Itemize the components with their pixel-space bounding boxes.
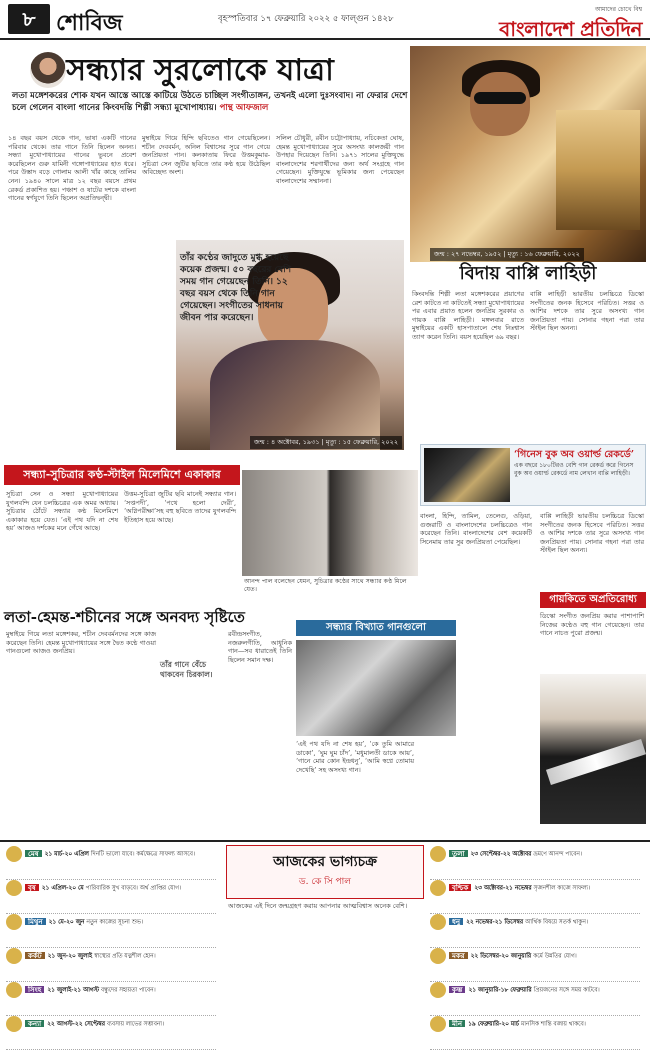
horoscope-sign-10 [430, 982, 640, 1016]
sign-date-range: ২১ জানুয়ারি-১৮ ফেব্রুয়ারি [468, 987, 534, 994]
sandhya-photo-caption: জন্ম : ৪ অক্টোবর, ১৯৩১ | মৃত্যু : ১৫ ফেব্রুয়ারি, ২০২২ [250, 436, 402, 449]
suchitra-headline: সন্ধ্যা-সুচিত্রার কণ্ঠ-স্টাইল মিলেমিশে একাকার [4, 465, 240, 485]
horoscope-sign-3 [6, 948, 216, 982]
byline: পান্থ আফজাল [219, 103, 269, 113]
sign-name: কুম্ভ [449, 986, 465, 993]
sign-name: মেষ [25, 850, 42, 857]
dateline: বৃহস্পতিবার ১৭ ফেব্রুয়ারি ২০২২ ৫ ফাল্গুন ১৪২৮ [218, 14, 394, 24]
sign-name: মকর [449, 952, 468, 959]
horoscope-right-column [430, 846, 644, 1050]
page-number: ৮ [8, 4, 50, 34]
horoscope-sign-6 [430, 846, 640, 880]
horoscope-author: ড. কে সি পাল [299, 877, 351, 887]
horoscope-title: আজকের ভাগ্যচক্র [273, 854, 377, 870]
lead-col-3: সলিল চৌধুরী, রবীন চট্টোপাধ্যায়, নচিকেতা ঘোষ, হেমন্ত মুখোপাধ্যায়ের সুরে অসংখ্য কালজয়ী গান উপহার দিয়েছেন তিনি। ১৯৭১ সালের মুক্তিযুদ্ধে বাংলাদেশের শরণার্থীদের জন্য অর্থ সংগ্রহে গান গেয়েছেন। মুক্তিযুদ্ধে ভূমিকার জন্য পেয়েছেন বাংলাদেশের সম্মাননা। [276, 134, 404, 185]
sign-text: নতুন কাজের সূচনা শুভ। [86, 919, 144, 926]
zodiac-icon [430, 982, 446, 998]
bappi-photo-costume [556, 110, 640, 230]
zodiac-icon [6, 982, 22, 998]
sign-date-range: ২২ নভেম্বর-২১ ডিসেম্বর [466, 919, 526, 926]
bappi-photo-caption: জন্ম : ২৭ নভেম্বর, ১৯৫২ | মৃত্যু : ১৬ ফেব্রুয়ারি, ২০২২ [430, 248, 584, 261]
zodiac-icon [430, 948, 446, 964]
sign-text: আর্থিক বিষয়ে সতর্ক থাকুন। [525, 919, 588, 926]
bappi-photo-face [470, 72, 530, 136]
sign-date-range: ২১ জুলাই-২১ আগস্ট [47, 987, 101, 994]
sign-text: ব্যবসায় লাভের সম্ভাবনা। [106, 1021, 165, 1028]
horoscope-sign-5 [6, 1016, 216, 1050]
horoscope-sign-9 [430, 948, 640, 982]
zodiac-icon [6, 914, 22, 930]
sign-date-range: ২১ মে-২০ জুন [48, 919, 87, 926]
sign-text: পারিবারিক সুখ বাড়বে। অর্থ প্রাপ্তির যোগ। [85, 885, 182, 892]
horoscope-sign-4 [6, 982, 216, 1016]
sign-text: কর্মে উন্নতির যোগ। [533, 953, 577, 960]
horoscope-sign-7 [430, 880, 640, 914]
zodiac-icon [6, 846, 22, 862]
gayok-body: ডিস্কো সংগীত জনপ্রিয় করার পাশাপাশি নিজের কণ্ঠেও বহু গান গেয়েছেন। তার গানে নাচত পুরো প্রজন্ম। [540, 612, 644, 638]
sandhya-photo-sari [210, 340, 380, 450]
bappi-photo-sunglasses [474, 92, 526, 104]
sign-date-range: ১৯ ফেব্রুয়ারি-২০ মার্চ [468, 1021, 521, 1028]
guinness-title: ‘গিনেস বুক অব ওয়ার্ল্ড রেকর্ডে’ [514, 449, 635, 460]
famous-songs-heading: সন্ধ্যার বিখ্যাত গানগুলো [296, 620, 456, 636]
lata-headline: লতা-হেমন্ত-শচীনের সঙ্গে অনবদ্য সৃষ্টিতে [4, 608, 245, 626]
lead-col-1: ১৪ বছর বয়স থেকে গান, ভাষা একটি গানের পরিবার থেকে। তার গানে তিনি ছিলেন অনন্য। সন্ধ্যা মুখোপাধ্যায়ের গানের ভুবনে প্রবেশ করেছিলেন গুরু যামিনী গঙ্গোপাধ্যায়ের হাত ধরে। পরে উস্তাদ বড়ে গোলাম আলী খাঁর কাছে তালিম নেন। ১৯৪০ সালে মাত্র ১২ বছর বয়সে প্রথম রেকর্ড প্রকাশিত হয়। পঞ্চাশ ও ষাটের দশকে বাংলা গানের স্বর্ণযুগে তিনি ছিলেন অপ্রতিদ্বন্দ্বী। [8, 134, 136, 203]
sign-name: কর্কট [25, 952, 45, 959]
zodiac-icon [430, 880, 446, 896]
masthead-logo: বাংলাদেশ প্রতিদিন [499, 17, 642, 41]
lata-hemanta-photo [296, 640, 456, 736]
lata-col-1: মুম্বাইয়ে গিয়ে লতা মঙ্গেশকর, শচীন দেববর্মনদের সঙ্গে কাজ করেছেন তিনি। হেমন্ত মুখোপাধ্যায়ের সঙ্গে দ্বৈত কণ্ঠে গাওয়া গানগুলো আজও জনপ্রিয়। [6, 630, 156, 656]
masthead [499, 4, 642, 48]
lata-pull-quote: তাঁর গানে বেঁচে থাকবেন চিরকাল। [160, 660, 213, 679]
sign-text: স্বাস্থ্যের প্রতি যত্নশীল হোন। [94, 953, 156, 960]
masthead-tag: আমাদের চোখে বিশ্ব [595, 6, 642, 13]
zodiac-icon [6, 880, 22, 896]
gayok-heading: গায়কিতে অপ্রতিরোধ্য [540, 592, 646, 608]
section-title: শোবিজ [56, 10, 123, 36]
sign-date-range: ২১ জুন-২০ জুলাই [47, 953, 94, 960]
sign-date-range: ২১ মার্চ-২০ এপ্রিল [44, 851, 91, 858]
sign-date-range: ২২ ডিসেম্বর-২০ জানুয়ারি [470, 953, 534, 960]
bappi-col-2: বাপ্পি লাহিড়ী ভারতীয় চলচ্চিত্রে ডিস্কো সংগীতের জনক হিসেবে পরিচিত। সত্তর ও আশির দশকে তার সুরে অসংখ্য গান জনপ্রিয়তা পায়। সোনার গহনা পরা তার স্টাইল ছিল অনন্য। [530, 290, 644, 333]
sign-date-range: ২৩ অক্টোবর-২১ নভেম্বর [474, 885, 534, 892]
sign-name: ধনু [449, 918, 463, 925]
sign-date-range: ২৩ সেপ্টেম্বর-২২ অক্টোবর [470, 851, 534, 858]
sign-name: তুলা [449, 850, 468, 857]
bappi-col-3: বাংলা, হিন্দি, তামিল, তেলেগু, ওড়িয়া, গুজরাটি ও বাংলাদেশের চলচ্চিত্রেও গান করেছেন তিনি। বাংলাদেশের বেশ কয়েকটি সিনেমায় তার সুর জনপ্রিয়তা পেয়েছিল। [420, 512, 532, 546]
lead-col-2: মুম্বাইয়ে গিয়ে হিন্দি ছবিতেও গান গেয়েছিলেন। শচীন দেববর্মন, অনিল বিশ্বাসের সুরে গান গেয়ে জনপ্রিয়তা পান। কলকাতায় ফিরে উত্তমকুমার-সুচিত্রা সেন জুটির ছবিতে তার কণ্ঠ হয়ে উঠেছিল অবিচ্ছেদ্য অংশ। [142, 134, 270, 177]
guinness-photo [424, 448, 510, 502]
zodiac-icon [6, 1016, 22, 1032]
sign-name: মিথুন [25, 918, 46, 925]
bappi-col-1: কিংবদন্তি শিল্পী লতা মঙ্গেশকরের প্রয়াণের রেশ কাটতে না কাটতেই সন্ধ্যা মুখোপাধ্যায়ের পর এবার প্রয়াত হলেন জনপ্রিয় সুরকার ও গায়ক বাপ্পি লাহিড়ী। মঙ্গলবার রাতে মুম্বাইয়ের একটি হাসপাতালে শেষ নিঃশ্বাস ত্যাগ করেন তিনি। বয়স হয়েছিল ৬৯ বছর। [412, 290, 524, 341]
lead-headline: সন্ধ্যার সুরলোকে যাত্রা [66, 53, 334, 88]
sign-text: সৃজনশীল কাজে সাফল্য। [533, 885, 591, 892]
sign-name: সিংহ [25, 986, 44, 993]
horoscope-title-box [226, 845, 424, 899]
sign-text: ভ্রমণে আনন্দ পাবেন। [533, 851, 582, 858]
horoscope-intro: আজকের এই দিনে জন্মগ্রহণ করায় আপনার আত্মবিশ্বাস অনেক বেশি। [228, 902, 408, 910]
horoscope-sign-0 [6, 846, 216, 880]
lead-pull-quote: তাঁর কণ্ঠের জাদুতে মুগ্ধ হয়েছে কয়েক প্রজন্ম। ৫০ বছরের বেশি সময় গান গেয়েছেন তিনি। ১২ বছর বয়স থেকে তিনি গান গেয়েছেন। সংগীতের সাধনায় জীবন পার করেছেন। [180, 253, 292, 323]
lead-intro [12, 90, 408, 114]
famous-songs-body: ‘এই পথ যদি না শেষ হয়’, ‘কে তুমি আমারে ডাকো’, ‘ঘুম ঘুম চাঁদ’, ‘মধুমালতী ডাকে আয়’, ‘গানে মোর কোন ইন্দ্রধনু’, ‘আমি স্বপ্নে তোমায় দেখেছি’ সহ অসংখ্য গান। [296, 740, 414, 774]
sign-text: বন্ধুদের সহায়তা পাবেন। [100, 987, 156, 994]
sign-date-range: ২১ এপ্রিল-২০ মে [41, 885, 86, 892]
horoscope-sign-8 [430, 914, 640, 948]
horoscope-left-column [6, 846, 220, 1050]
sign-name: কন্যা [25, 1020, 44, 1027]
sign-name: মীন [449, 1020, 465, 1027]
suchitra-col-2: উত্তম-সুচিত্রা জুটির ছবি মানেই সন্ধ্যার গান। ‘সপ্তপদী’, ‘পথে হলো দেরী’, ‘অগ্নিপরীক্ষা’সহ বহু ছবিতে তাদের যুগলবন্দি ইতিহাস হয়ে আছে। [124, 490, 236, 524]
lata-col-2: রবীন্দ্রসংগীত, নজরুলগীতি, আধুনিক গান—সব ধারাতেই তিনি ছিলেন সমান দক্ষ। [228, 630, 292, 664]
bappi-col-4: বাপ্পি লাহিড়ী ভারতীয় চলচ্চিত্রে ডিস্কো সংগীতের জনক হিসেবে পরিচিত। সত্তর ও আশির দশকে তার সুরে অসংখ্য গান জনপ্রিয়তা পায়। সোনার গহনা পরা তার স্টাইল ছিল অনন্য। [540, 512, 644, 555]
suchitra-photo-caption: আনন্দ পাল বলেছেন যেমন, সুচিত্রার কণ্ঠের সাথে সন্ধ্যার কণ্ঠ মিলে যেত। [244, 578, 407, 593]
suchitra-sandhya-photo [242, 470, 418, 576]
sign-date-range: ২২ আগস্ট-২২ সেপ্টেম্বর [47, 1021, 107, 1028]
horoscope-sign-1 [6, 880, 216, 914]
sign-text: দিনটি ভালো যাবে। কর্মক্ষেত্রে সাফল্য আসবে। [90, 851, 195, 858]
zodiac-icon [430, 914, 446, 930]
bappi-headline: বিদায় বাপ্পি লাহিড়ী [410, 264, 646, 284]
horoscope-sign-2 [6, 914, 216, 948]
horoscope-sign-11 [430, 1016, 640, 1050]
sign-name: বৃশ্চিক [449, 884, 471, 891]
zodiac-icon [430, 846, 446, 862]
lead-intro-text: লতা মঙ্গেশকরের শোক যখন আস্তে আস্তে কাটিয়ে উঠতে চাচ্ছিল সংগীতাঙ্গন, তখনই এলো দুঃসংবাদ। না ফেরার দেশে চলে গেলেন বাংলা গানের কিংবদন্তি শিল্পী সন্ধ্যা মুখোপাধ্যায়। [12, 91, 408, 113]
suchitra-col-1: সুচিত্রা সেন ও সন্ধ্যা মুখোপাধ্যায়ের যুগলবন্দি যেন চলচ্চিত্রের এক অমর অধ্যায়। সুচিত্রার ঠোঁটে সন্ধ্যার কণ্ঠ মিলেমিশে একাকার হয়ে যেত। ‘এই পথ যদি না শেষ হয়’ আজও দর্শকের মনে গেঁথে আছে। [6, 490, 118, 533]
sign-text: মানসিক শান্তি বজায় থাকবে। [520, 1021, 586, 1028]
zodiac-icon [6, 948, 22, 964]
zodiac-icon [430, 1016, 446, 1032]
sign-name: বৃষ [25, 884, 39, 891]
sign-text: প্রিয়জনের সঙ্গে সময় কাটবে। [533, 987, 600, 994]
guinness-body: এক বছরে ১৮০টিরও বেশি গান রেকর্ড করে গিনেস বুক অব ওয়ার্ল্ড রেকর্ডে নাম লেখান বাপ্পি লাহিড়ী। [514, 462, 634, 477]
